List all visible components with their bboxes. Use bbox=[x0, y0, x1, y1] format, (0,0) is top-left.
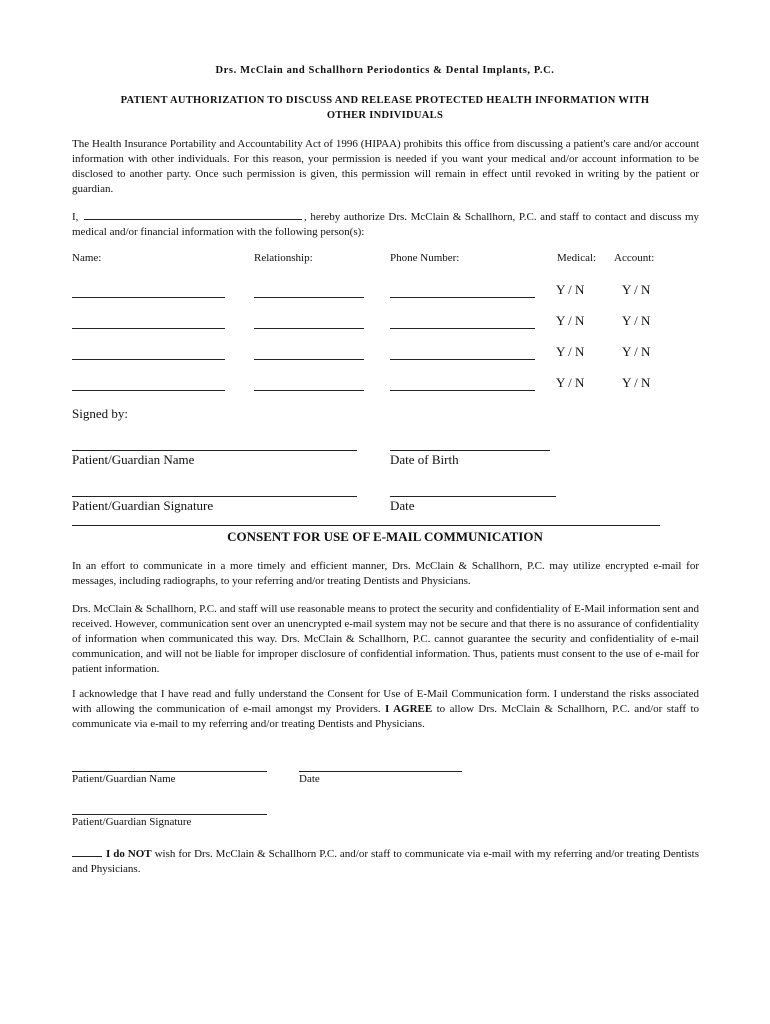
patient-signature-label: Patient/Guardian Signature bbox=[72, 498, 214, 513]
medical-yn[interactable]: Y / N bbox=[556, 282, 585, 297]
consent-paragraph-2: Drs. McClain & Schallhorn, P.C. and staff will use reasonable means to protect the security and confidentiality of E-Mail information sent and received. However, communication sent over an unencrypted e-mail system may not be secure and that there is no assurance of confidentiality of information when communicated this way. Drs. McClain & Schallhorn, P.C. cannot guarantee the security and confidentiality of e-mail communication, and will not be liable for improper disclosure of confidential information. Thus, patients must consent to the use of e-mail for patient information. bbox=[72, 603, 699, 675]
date-of-birth-label: Date of Birth bbox=[390, 452, 459, 467]
authorization-prefix: I, bbox=[72, 211, 79, 223]
person-relationship-field[interactable] bbox=[254, 328, 364, 329]
patient-name-line[interactable] bbox=[72, 450, 357, 451]
patient-name-label: Patient/Guardian Name bbox=[72, 452, 195, 467]
do-not-check-blank[interactable] bbox=[72, 845, 102, 857]
form-title-line1: PATIENT AUTHORIZATION TO DISCUSS AND RELEASE PROTECTED HEALTH INFORMATION WITH bbox=[120, 95, 650, 106]
do-not-consent-statement bbox=[72, 845, 699, 877]
date-of-birth-line[interactable] bbox=[390, 450, 550, 451]
person-phone-field[interactable] bbox=[390, 328, 535, 329]
acknowledge-text: I acknowledge that I have read and fully understand the Consent for Use of E-Mail Communication form. I understand the risks associated with allowing the communication of e-mail amongst my Providers. bbox=[72, 688, 699, 715]
consent-signature-label: Patient/Guardian Signature bbox=[72, 816, 192, 828]
consent-paragraph-1: In an effort to communicate in a more timely and efficient manner, Drs. McClain & Schallhorn, P.C. may utilize encrypted e-mail for messages, including radiographs, to your referring and/or treating Dentists and Physicians. bbox=[72, 560, 699, 587]
do-not-continuation-text: wish for Drs. McClain & Schallhorn P.C. and/or staff to communicate via e-mail with my referring and/or treating Dentists and Physicians. bbox=[72, 848, 699, 875]
consent-name-line[interactable] bbox=[72, 771, 267, 772]
person-relationship-field[interactable] bbox=[254, 359, 364, 360]
person-phone-field[interactable] bbox=[390, 390, 535, 391]
patient-name-blank[interactable] bbox=[84, 208, 302, 220]
person-phone-field[interactable] bbox=[390, 359, 535, 360]
consent-signature-line[interactable] bbox=[72, 814, 267, 815]
person-relationship-field[interactable] bbox=[254, 390, 364, 391]
signed-by-heading: Signed by: bbox=[72, 406, 128, 421]
consent-date-label: Date bbox=[299, 773, 320, 785]
col-header-medical: Medical: bbox=[557, 252, 597, 264]
col-header-phone: Phone Number: bbox=[390, 252, 460, 264]
consent-date-line[interactable] bbox=[299, 771, 462, 772]
hipaa-paragraph: The Health Insurance Portability and Accountability Act of 1996 (HIPAA) prohibits this office from discussing a patient's care and/or account information with other individuals. For this reason, your permission is needed if you want your medical and/or account information to be disclosed to another party. Once such permission is given, this permission will remain in effect until revoked in writing by the patient or guardian. bbox=[72, 138, 699, 195]
patient-signature-line[interactable] bbox=[72, 496, 357, 497]
person-name-field[interactable] bbox=[72, 328, 225, 329]
authorization-text: , hereby authorize Drs. McClain & Schallhorn, P.C. and staff to contact and discuss my medical and/or financial information with the following person(s): bbox=[72, 211, 699, 238]
medical-yn[interactable]: Y / N bbox=[556, 344, 585, 359]
col-header-name: Name: bbox=[72, 252, 102, 264]
consent-paragraph-3 bbox=[72, 687, 699, 732]
form-title bbox=[72, 93, 698, 123]
signature-date-line[interactable] bbox=[390, 496, 556, 497]
person-name-field[interactable] bbox=[72, 390, 225, 391]
agree-continuation-text: to allow Drs. McClain & Schallhorn, P.C. and/or staff to communicate via e-mail to my referring and/or treating Dentists and Physicians. bbox=[72, 703, 700, 730]
form-title-line2: OTHER INDIVIDUALS bbox=[326, 110, 444, 121]
account-yn[interactable]: Y / N bbox=[622, 282, 651, 297]
medical-yn[interactable]: Y / N bbox=[556, 313, 585, 328]
col-header-relationship: Relationship: bbox=[254, 252, 313, 264]
consent-title: CONSENT FOR USE OF E-MAIL COMMUNICATION bbox=[227, 529, 543, 544]
practice-name: Drs. McClain and Schallhorn Periodontics & Dental Implants, P.C. bbox=[215, 65, 555, 76]
account-yn[interactable]: Y / N bbox=[622, 313, 651, 328]
person-phone-field[interactable] bbox=[390, 297, 535, 298]
do-not-text: I do NOT bbox=[106, 848, 152, 860]
account-yn[interactable]: Y / N bbox=[622, 344, 651, 359]
account-yn[interactable]: Y / N bbox=[622, 375, 651, 390]
medical-yn[interactable]: Y / N bbox=[556, 375, 585, 390]
consent-name-label: Patient/Guardian Name bbox=[72, 773, 176, 785]
section-divider bbox=[72, 525, 660, 526]
person-relationship-field[interactable] bbox=[254, 297, 364, 298]
i-agree-text: I AGREE bbox=[385, 703, 433, 715]
person-name-field[interactable] bbox=[72, 297, 225, 298]
signature-date-label: Date bbox=[390, 498, 415, 513]
col-header-account: Account: bbox=[614, 252, 655, 264]
authorization-statement bbox=[72, 208, 699, 240]
person-name-field[interactable] bbox=[72, 359, 225, 360]
